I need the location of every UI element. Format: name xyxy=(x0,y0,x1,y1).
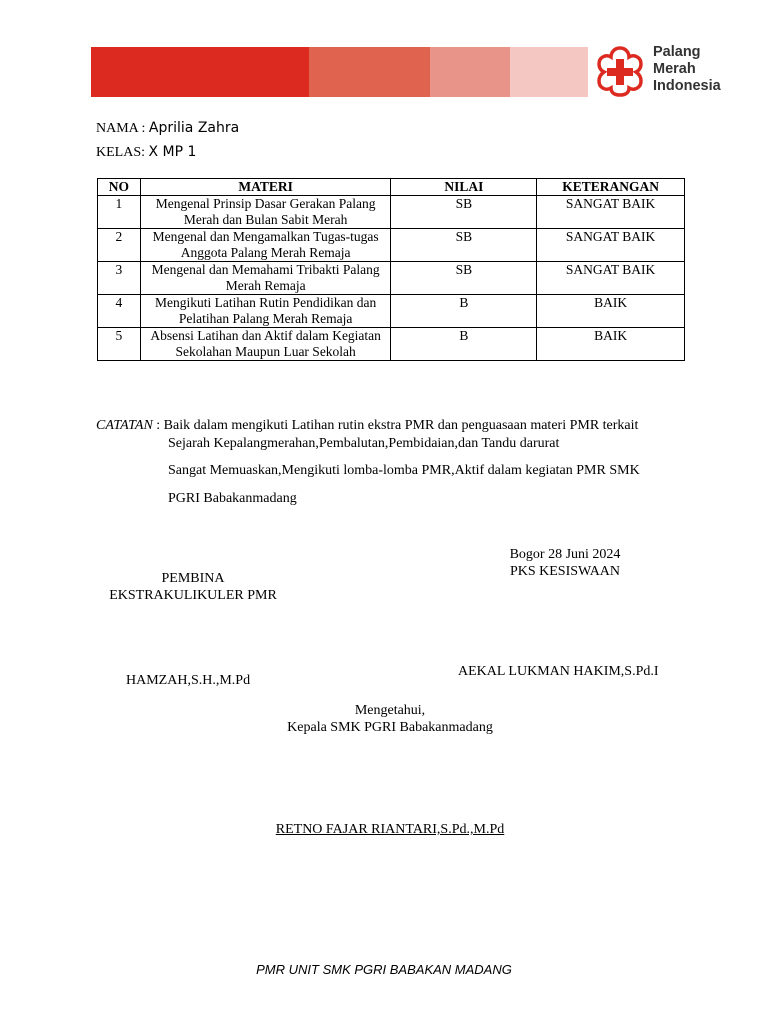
name-value: Aprilia Zahra xyxy=(148,120,240,136)
place-date: Bogor 28 Juni 2024 xyxy=(509,547,621,562)
table-row xyxy=(98,262,685,295)
cell-nilai: SB xyxy=(391,229,537,262)
cell-keterangan: SANGAT BAIK xyxy=(537,229,685,262)
cell-no: 4 xyxy=(98,295,141,328)
notes-text-1: : Baik dalam mengikuti Latihan rutin ekstra PMR dan penguasaan materi PMR terkait xyxy=(156,418,639,433)
cell-materi: Absensi Latihan dan Aktif dalam Kegiatan Sekolahan Maupun Luar Sekolah xyxy=(140,328,391,361)
logo-text-line-3: Indonesia xyxy=(653,78,721,94)
right-signatory-title: PKS KESISWAAN xyxy=(509,564,621,579)
table-header-row xyxy=(98,179,685,196)
grades-table xyxy=(97,178,685,361)
student-name-line xyxy=(96,120,239,137)
header-nilai: NILAI xyxy=(391,179,537,196)
notes-text-3: Sangat Memuaskan,Mengikuti lomba-lomba PMR,Aktif dalam kegiatan PMR SMK xyxy=(168,463,640,478)
student-class-line xyxy=(96,144,196,161)
table-row xyxy=(98,196,685,229)
left-signatory-title-2: EKSTRAKULIKULER PMR xyxy=(109,588,277,603)
class-label: KELAS: xyxy=(96,145,145,160)
header-band-coral xyxy=(309,47,430,97)
notes-text-2: Sejarah Kepalangmerahan,Pembalutan,Pembidaian,dan Tandu darurat xyxy=(168,436,560,451)
table-row xyxy=(98,229,685,262)
cell-nilai: B xyxy=(391,328,537,361)
cell-keterangan: SANGAT BAIK xyxy=(537,262,685,295)
cell-materi: Mengenal dan Mengamalkan Tugas-tugas Anggota Palang Merah Remaja xyxy=(140,229,391,262)
cell-keterangan: BAIK xyxy=(537,295,685,328)
left-signatory-name: HAMZAH,S.H.,M.Pd xyxy=(126,673,251,688)
header-band-red xyxy=(91,47,309,97)
cell-keterangan: BAIK xyxy=(537,328,685,361)
cell-no: 2 xyxy=(98,229,141,262)
header-materi: MATERI xyxy=(140,179,391,196)
left-signatory-title-1: PEMBINA xyxy=(161,571,225,586)
logo-text xyxy=(653,44,721,95)
notes-line-1 xyxy=(96,418,638,434)
cell-nilai: SB xyxy=(391,262,537,295)
notes-label: CATATAN xyxy=(96,418,153,433)
table-row xyxy=(98,328,685,361)
footer-text: PMR UNIT SMK PGRI BABAKAN MADANG xyxy=(256,962,512,977)
principal-name: RETNO FAJAR RIANTARI,S.Pd.,M.Pd xyxy=(275,822,505,837)
logo-text-line-2: Merah xyxy=(653,61,696,77)
principal-title: Kepala SMK PGRI Babakanmadang xyxy=(287,720,493,735)
name-label: NAMA : xyxy=(96,121,146,136)
logo-text-line-1: Palang xyxy=(653,44,701,60)
cell-nilai: SB xyxy=(391,196,537,229)
cell-materi: Mengikuti Latihan Rutin Pendidikan dan Pelatihan Palang Merah Remaja xyxy=(140,295,391,328)
cell-keterangan: SANGAT BAIK xyxy=(537,196,685,229)
header-band-salmon xyxy=(430,47,510,97)
cell-no: 5 xyxy=(98,328,141,361)
cell-no: 1 xyxy=(98,196,141,229)
table-row xyxy=(98,295,685,328)
header-band-pink xyxy=(510,47,588,97)
header-no: NO xyxy=(98,179,141,196)
cell-materi: Mengenal dan Memahami Tribakti Palang Merah Remaja xyxy=(140,262,391,295)
right-signatory-name: AEKAL LUKMAN HAKIM,S.Pd.I xyxy=(458,664,659,679)
red-cross-logo-icon xyxy=(596,45,644,97)
cell-materi: Mengenal Prinsip Dasar Gerakan Palang Merah dan Bulan Sabit Merah xyxy=(140,196,391,229)
header-keterangan: KETERANGAN xyxy=(537,179,685,196)
cell-nilai: B xyxy=(391,295,537,328)
acknowledge-label: Mengetahui, xyxy=(354,703,426,718)
notes-text-4: PGRI Babakanmadang xyxy=(168,491,297,506)
class-value: X MP 1 xyxy=(148,144,197,160)
cell-no: 3 xyxy=(98,262,141,295)
